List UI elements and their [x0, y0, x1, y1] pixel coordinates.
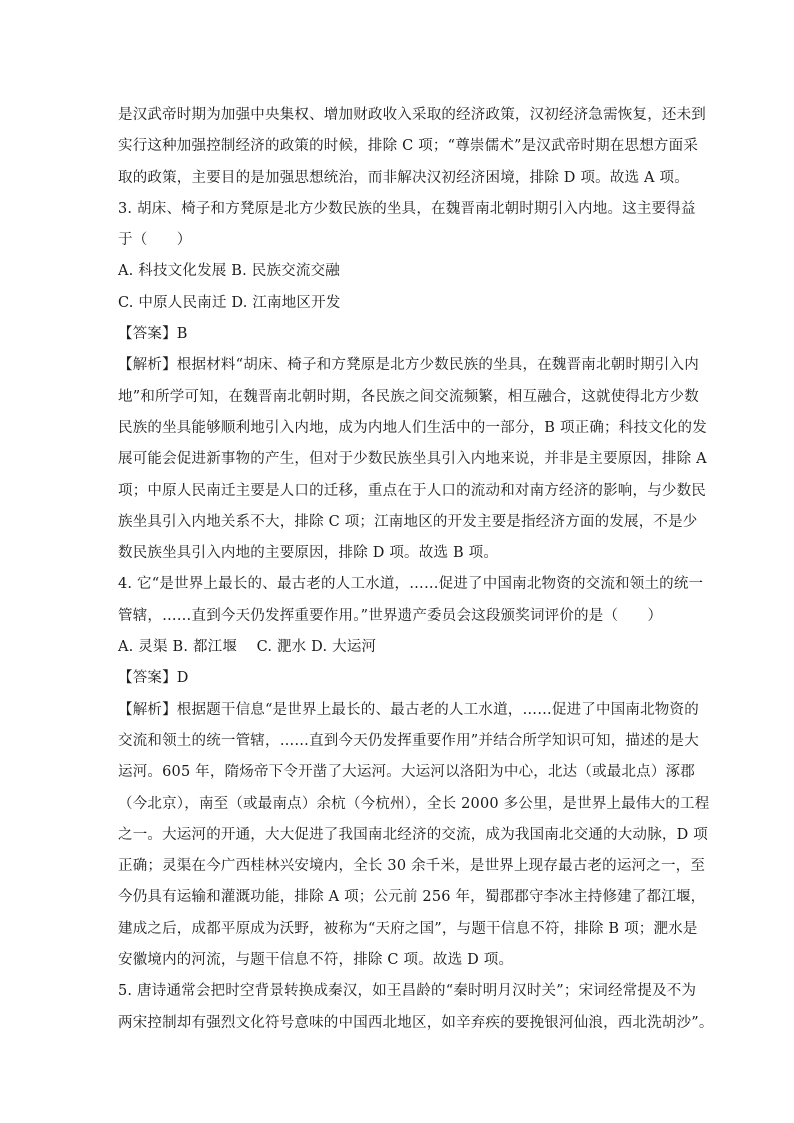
document-body: [118, 100, 714, 1039]
question-4-stem: 4. 它“是世界上最长的、最古老的人工水道，……促进了中国南北物资的交流和领土的统一: [118, 576, 704, 593]
question-4-analysis: 今仍具有运输和灌溉功能，排除 A 项；公元前 256 年，蜀郡郡守李冰主持修建了都江堰，: [118, 889, 706, 906]
question-5-stem: 两宋控制却有强烈文化符号意味的中国西北地区，如辛弃疾的要挽银河仙浪，西北洗胡沙”。: [118, 1014, 714, 1031]
question-5-stem: 5. 唐诗通常会把时空背景转换成秦汉，如王昌龄的“秦时明月汉时关”；宋词经常提及不为: [118, 983, 697, 1000]
question-3-analysis: 民族的坐具能够顺利地引入内地，成为内地人们生活中的一部分，B 项正确；科技文化的发: [118, 419, 707, 436]
question-4-analysis: 【解析】根据题干信息“是世界上最长的、最古老的人工水道，……促进了中国南北物资的: [118, 701, 699, 718]
question-3-stem: 于（ ）: [118, 232, 192, 249]
question-3-analysis: 项；中原人民南迁主要是人口的迁移，重点在于人口的流动和对南方经济的影响，与少数民: [118, 482, 706, 499]
question-4-analysis: 交流和领土的统一管辖，……直到今天仍发挥重要作用”并结合所学知识可知，描述的是大: [118, 732, 699, 749]
question-3-stem: 3. 胡床、椅子和方凳原是北方少数民族的坐具，在魏晋南北朝时期引入内地。这主要得益: [118, 200, 696, 217]
question-3-analysis: 展可能会促进新事物的产生，但对于少数民族坐具引入内地来说，并非是主要原因，排除 A: [118, 451, 707, 468]
text-line: 取的政策，主要目的是加强思想统治，而非解决汉初经济困境，排除 D 项。故选 A 项。: [118, 169, 689, 186]
question-4-analysis: 之一。大运河的开通，大大促进了我国南北经济的交流，成为我国南北交通的大动脉，D 项: [118, 826, 708, 843]
question-3-options: C. 中原人民南迁 D. 江南地区开发: [118, 294, 341, 311]
question-3-analysis: 【解析】根据材料“胡床、椅子和方凳原是北方少数民族的坐具，在魏晋南北朝时期引入内: [118, 357, 699, 374]
question-3-analysis: 数民族坐具引入内地的主要原因，排除 D 项。故选 B 项。: [118, 545, 499, 562]
question-4-stem: 管辖，……直到今天仍发挥重要作用。”世界遗产委员会这段颁奖词评价的是（ ）: [118, 607, 663, 624]
question-4-analysis: （今北京），南至（或最南点）余杭（今杭州），全长 2000 多公里，是世界上最伟大的工程: [118, 795, 710, 812]
text-line: 是汉武帝时期为加强中央集权、增加财政收入采取的经济政策，汉初经济急需恢复，还未到: [118, 107, 706, 123]
question-3-analysis: 族坐具引入内地关系不大，排除 C 项；江南地区的开发主要是指经济方面的发展，不是少: [118, 513, 698, 530]
question-4-analysis: 安徽境内的河流，与题干信息不符，排除 C 项。故选 D 项。: [118, 952, 514, 969]
question-3-answer: 【答案】B: [118, 326, 188, 343]
question-4-options: A. 灵渠 B. 都江堰 C. 淝水 D. 大运河: [118, 639, 377, 656]
question-3-analysis: 地”和所学可知，在魏晋南北朝时期，各民族之间交流频繁，相互融合，这就使得北方少数: [118, 388, 699, 405]
question-4-analysis: 运河。605 年，隋炀帝下令开凿了大运河。大运河以洛阳为中心，北达（或最北点）涿郡: [118, 764, 695, 781]
text-line: 实行这种加强控制经济的政策的时候，排除 C 项；“尊崇儒术”是汉武帝时期在思想方面采: [118, 138, 699, 155]
question-4-analysis: 建成之后，成都平原成为沃野，被称为“天府之国”，与题干信息不符，排除 B 项；淝水是: [118, 920, 698, 937]
question-4-answer: 【答案】D: [118, 670, 189, 687]
question-3-options: A. 科技文化发展 B. 民族交流交融: [118, 263, 340, 280]
question-4-analysis: 正确；灵渠在今广西桂林兴安境内，全长 30 余千米，是世界上现存最古老的运河之一，至: [118, 858, 706, 875]
